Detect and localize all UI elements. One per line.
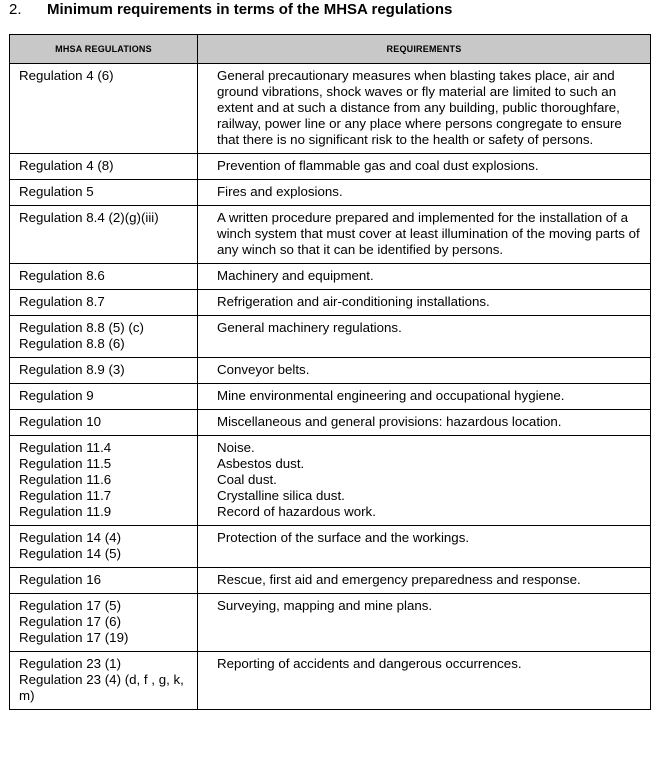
regulation-reference: Regulation 8.6 bbox=[19, 268, 105, 283]
table-row bbox=[10, 384, 651, 410]
section-heading bbox=[9, 1, 452, 19]
requirement-text: Conveyor belts. bbox=[217, 362, 310, 377]
regulation-reference: Regulation 17 (5) bbox=[19, 598, 122, 613]
table-row bbox=[10, 410, 651, 436]
requirement-text: Fires and explosions. bbox=[217, 184, 343, 199]
regulation-reference: Regulation 14 (5) bbox=[19, 546, 122, 561]
table-body bbox=[10, 64, 651, 710]
requirement-text: Machinery and equipment. bbox=[217, 268, 374, 283]
requirement-text: Coal dust. bbox=[217, 472, 277, 487]
regulation-reference: Regulation 8.8 (6) bbox=[19, 336, 125, 351]
regulation-reference: Regulation 17 (19) bbox=[19, 630, 129, 645]
regulation-reference: Regulation 8.9 (3) bbox=[19, 362, 125, 377]
regulation-reference: Regulation 5 bbox=[19, 184, 94, 199]
requirement-text: Noise. bbox=[217, 440, 255, 455]
requirement-text: Reporting of accidents and dangerous occurrences. bbox=[217, 656, 522, 671]
requirement-text: Mine environmental engineering and occupational hygiene. bbox=[217, 388, 565, 403]
requirement-cell bbox=[198, 384, 651, 410]
regulation-reference: Regulation 11.9 bbox=[19, 504, 112, 519]
regulation-reference: Regulation 9 bbox=[19, 388, 94, 403]
regulation-cell bbox=[10, 568, 198, 594]
requirement-cell bbox=[198, 264, 651, 290]
requirement-cell bbox=[198, 180, 651, 206]
requirement-cell bbox=[198, 568, 651, 594]
regulation-cell bbox=[10, 180, 198, 206]
requirement-cell bbox=[198, 64, 651, 154]
regulation-reference: Regulation 17 (6) bbox=[19, 614, 122, 629]
requirement-cell bbox=[198, 290, 651, 316]
regulation-reference: Regulation 10 bbox=[19, 414, 102, 429]
table-row bbox=[10, 264, 651, 290]
requirement-text: Surveying, mapping and mine plans. bbox=[217, 598, 433, 613]
requirement-cell bbox=[198, 206, 651, 264]
requirement-text: Refrigeration and air-conditioning installations. bbox=[217, 294, 490, 309]
regulation-reference: Regulation 8.7 bbox=[19, 294, 105, 309]
requirement-text: Record of hazardous work. bbox=[217, 504, 376, 519]
regulation-reference: Regulation 16 bbox=[19, 572, 102, 587]
section-number: 2. bbox=[9, 1, 22, 18]
regulation-cell bbox=[10, 410, 198, 436]
regulation-cell bbox=[10, 64, 198, 154]
requirement-text: Asbestos dust. bbox=[217, 456, 305, 471]
regulation-cell bbox=[10, 594, 198, 652]
requirement-cell bbox=[198, 526, 651, 568]
regulation-cell bbox=[10, 384, 198, 410]
table-row bbox=[10, 594, 651, 652]
regulation-reference: Regulation 23 (1) bbox=[19, 656, 122, 671]
section-title: Minimum requirements in terms of the MHSA regulations bbox=[47, 1, 453, 18]
regulation-reference: Regulation 8.8 (5) (c) bbox=[19, 320, 144, 335]
regulation-reference: Regulation 11.7 bbox=[19, 488, 112, 503]
column-header-regulations: MHSA REGULATIONS bbox=[10, 35, 198, 64]
table-row bbox=[10, 180, 651, 206]
requirement-cell bbox=[198, 652, 651, 710]
requirement-text: Protection of the surface and the workings. bbox=[217, 530, 470, 545]
requirement-text: A written procedure prepared and implemented for the installation of a winch system that must cover at least illumination of the moving parts of any winch so that it can be identified by persons. bbox=[217, 210, 640, 257]
table-row bbox=[10, 154, 651, 180]
requirement-text: Miscellaneous and general provisions: hazardous location. bbox=[217, 414, 562, 429]
regulation-cell bbox=[10, 652, 198, 710]
requirement-cell bbox=[198, 436, 651, 526]
regulation-cell bbox=[10, 358, 198, 384]
table-row bbox=[10, 290, 651, 316]
regulation-cell bbox=[10, 436, 198, 526]
requirement-text: Prevention of flammable gas and coal dust explosions. bbox=[217, 158, 539, 173]
regulation-cell bbox=[10, 316, 198, 358]
regulation-cell bbox=[10, 264, 198, 290]
requirement-text: Rescue, first aid and emergency preparedness and response. bbox=[217, 572, 581, 587]
regulation-reference: Regulation 11.5 bbox=[19, 456, 112, 471]
regulation-cell bbox=[10, 526, 198, 568]
requirement-cell bbox=[198, 154, 651, 180]
regulation-cell bbox=[10, 154, 198, 180]
regulation-reference: Regulation 14 (4) bbox=[19, 530, 122, 545]
regulation-cell bbox=[10, 206, 198, 264]
regulation-reference: Regulation 11.6 bbox=[19, 472, 112, 487]
requirement-cell bbox=[198, 410, 651, 436]
requirement-text: Crystalline silica dust. bbox=[217, 488, 345, 503]
table-row bbox=[10, 652, 651, 710]
requirement-text: General precautionary measures when blasting takes place, air and ground vibrations, shock waves or fly material are limited to such an extent and at such a distance from any building, public thoroughfare, railway, power line or any place where persons congregate to ensure that there is no significant risk to the health or safety of persons. bbox=[217, 68, 622, 147]
regulation-cell bbox=[10, 290, 198, 316]
regulation-reference: Regulation 4 (8) bbox=[19, 158, 114, 173]
column-header-requirements: REQUIREMENTS bbox=[198, 35, 651, 64]
regulation-reference: Regulation 4 (6) bbox=[19, 68, 114, 83]
regulation-reference: Regulation 23 (4) (d, f , g, k, m) bbox=[19, 672, 184, 703]
table-row bbox=[10, 358, 651, 384]
requirement-text: General machinery regulations. bbox=[217, 320, 402, 335]
requirement-cell bbox=[198, 358, 651, 384]
regulation-reference: Regulation 11.4 bbox=[19, 440, 112, 455]
table-row bbox=[10, 64, 651, 154]
table-row bbox=[10, 568, 651, 594]
requirement-cell bbox=[198, 594, 651, 652]
table-header-row bbox=[10, 35, 651, 64]
regulations-table bbox=[9, 34, 651, 710]
regulation-reference: Regulation 8.4 (2)(g)(iii) bbox=[19, 210, 159, 225]
table-row bbox=[10, 436, 651, 526]
table-row bbox=[10, 316, 651, 358]
table-row bbox=[10, 526, 651, 568]
table-row bbox=[10, 206, 651, 264]
requirement-cell bbox=[198, 316, 651, 358]
